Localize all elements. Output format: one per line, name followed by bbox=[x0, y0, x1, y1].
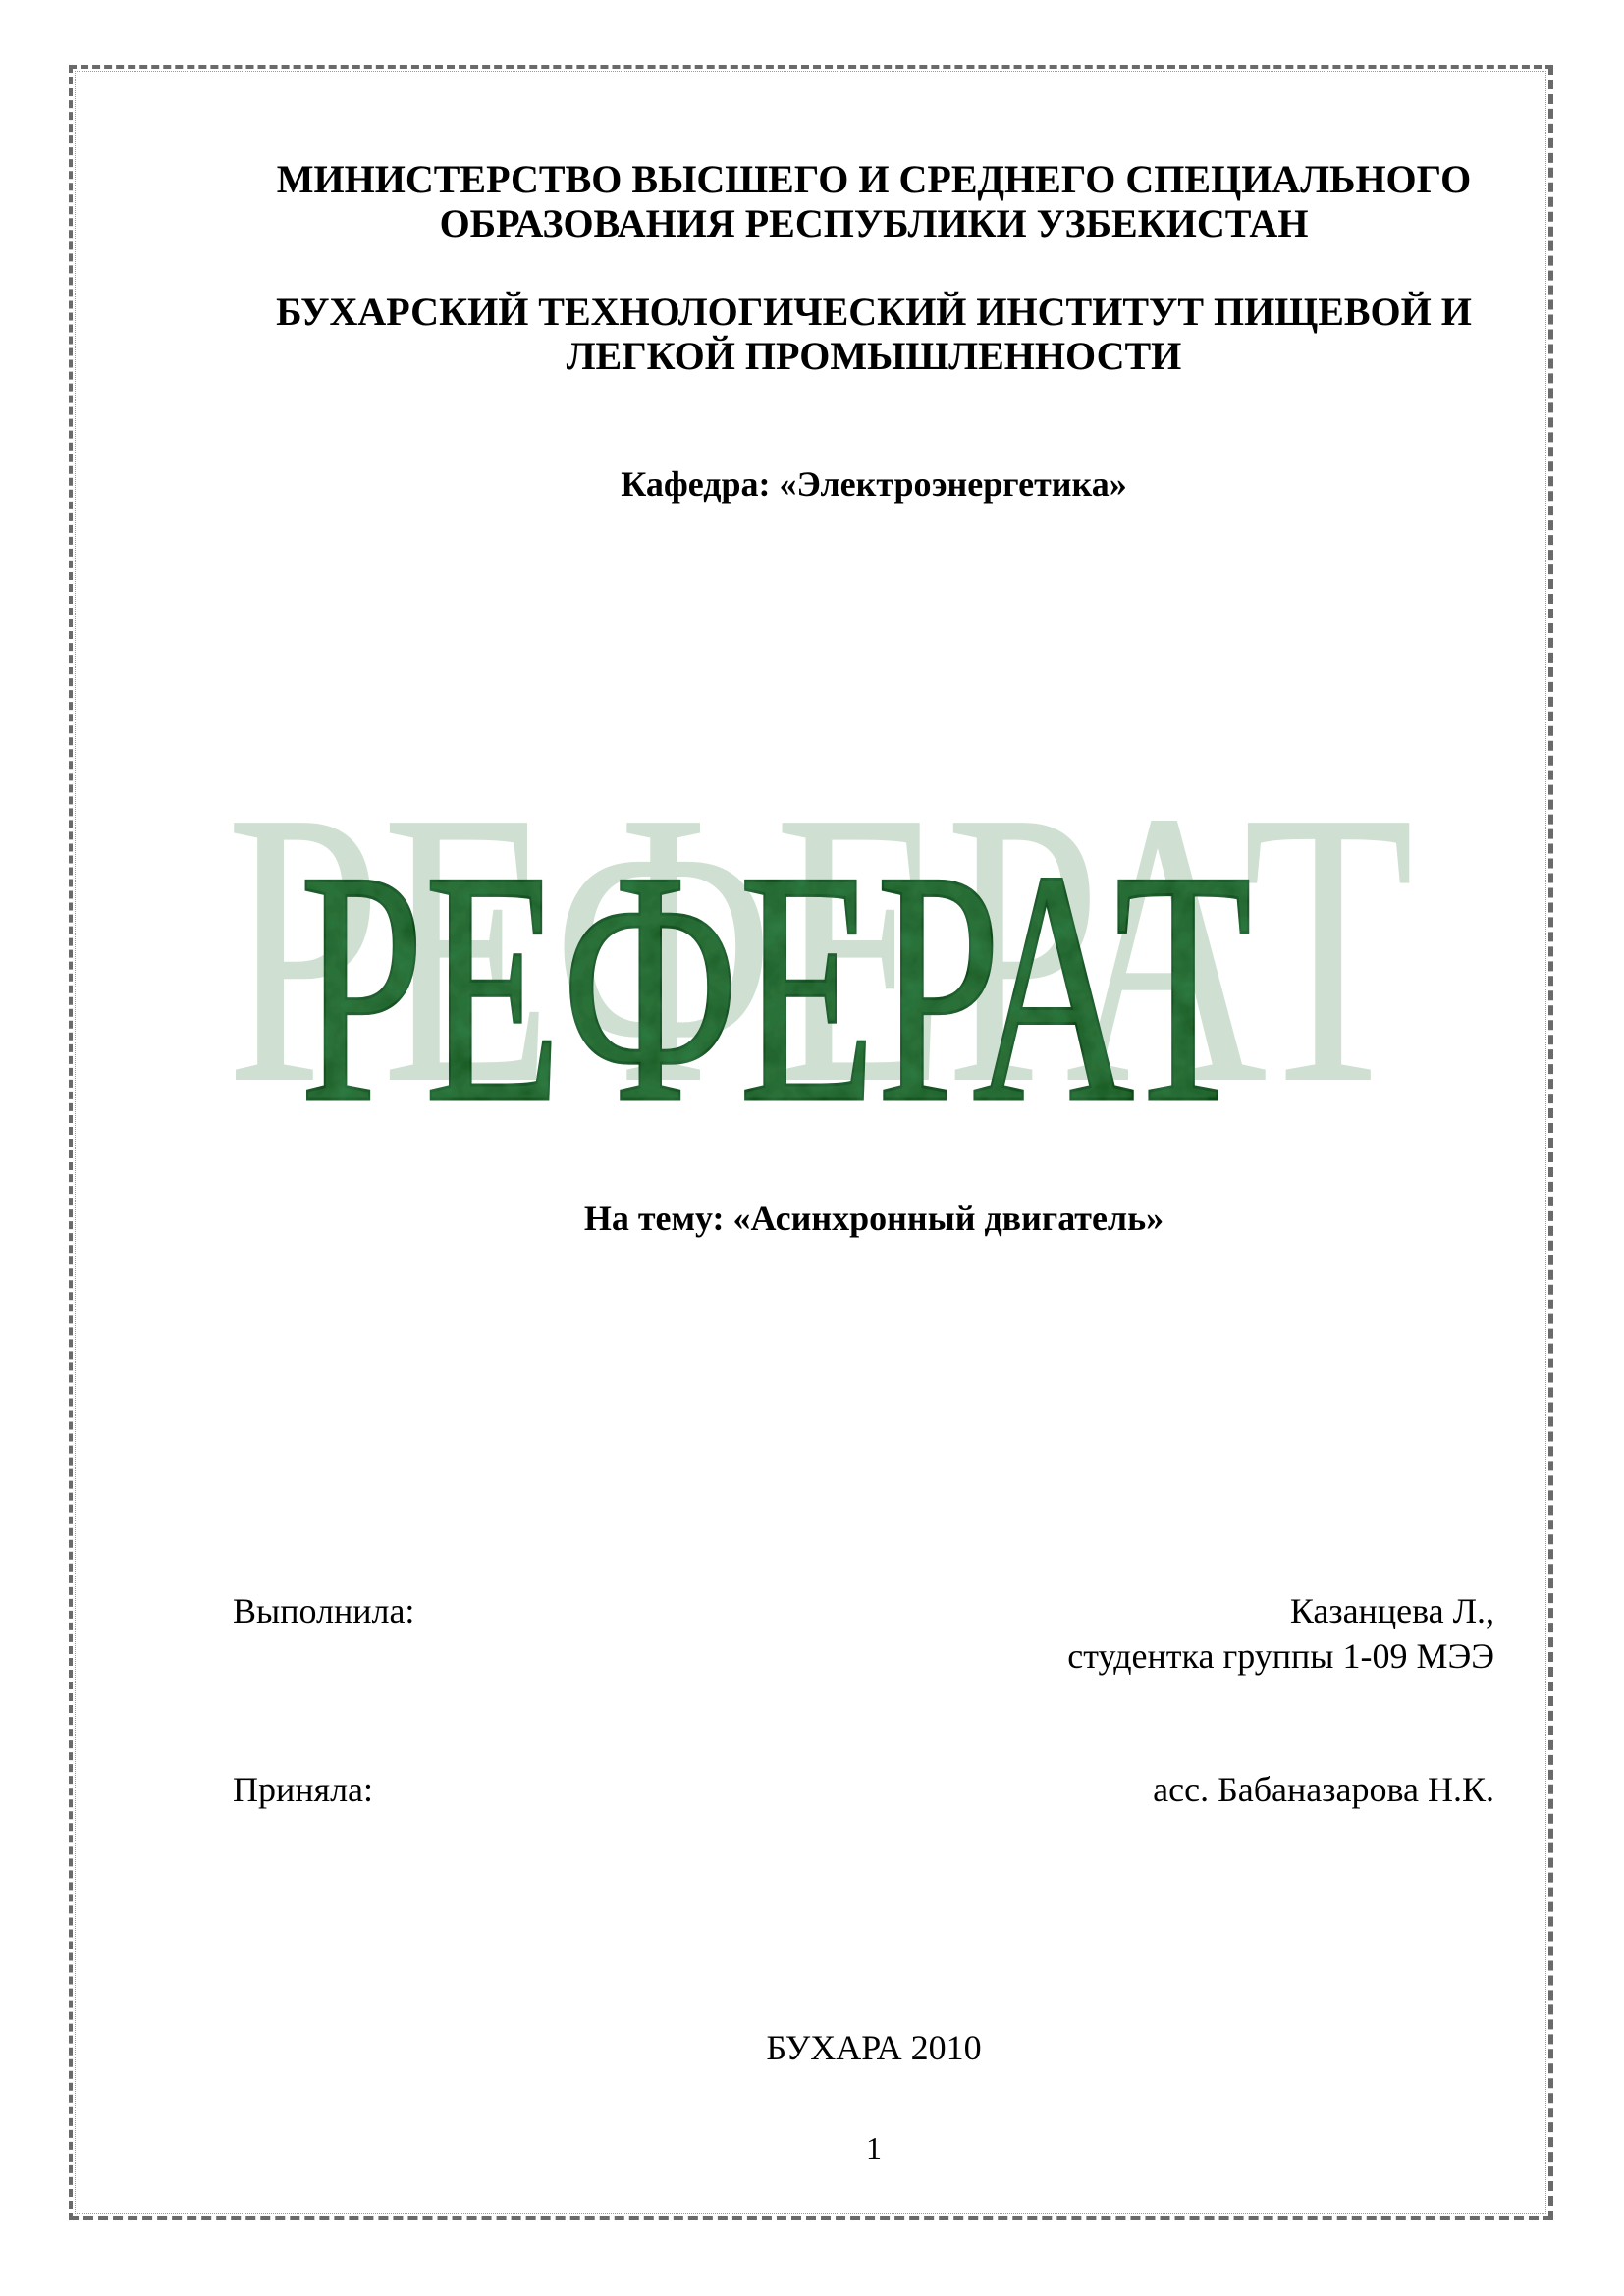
title-wordart bbox=[0, 687, 1624, 1148]
city-year: БУХАРА 2010 bbox=[766, 2028, 982, 2067]
author-role-label: Выполнила: bbox=[233, 1591, 415, 1630]
institute-heading bbox=[216, 290, 1532, 378]
topic-heading: На тему: «Асинхронный двигатель» bbox=[583, 1199, 1164, 1238]
reviewer-name: асс. Бабаназарова Н.К. bbox=[1153, 1770, 1494, 1809]
author-group: студентка группы 1-09 МЭЭ bbox=[1067, 1636, 1494, 1676]
author-details bbox=[1067, 1588, 1494, 1679]
department-label: Кафедра: «Электроэнергетика» bbox=[621, 464, 1127, 504]
title-wordart-svg bbox=[0, 687, 1624, 1148]
author-name: Казанцева Л., bbox=[1289, 1591, 1494, 1630]
ministry-line-2: ОБРАЗОВАНИЯ РЕСПУБЛИКИ УЗБЕКИСТАН bbox=[439, 201, 1309, 245]
institute-line-1: БУХАРСКИЙ ТЕХНОЛОГИЧЕСКИЙ ИНСТИТУТ ПИЩЕВОЙ И bbox=[276, 290, 1472, 334]
reviewer-role-label: Приняла: bbox=[233, 1770, 374, 1809]
institute-line-2: ЛЕГКОЙ ПРОМЫШЛЕННОСТИ bbox=[566, 334, 1182, 378]
ministry-line-1: МИНИСТЕРСТВО ВЫСШЕГО И СРЕДНЕГО СПЕЦИАЛЬНОГО bbox=[276, 157, 1472, 201]
title-shadow-text: РЕФЕРАТ bbox=[226, 730, 1414, 1148]
ministry-heading bbox=[216, 157, 1532, 245]
page-number: 1 bbox=[866, 2130, 882, 2165]
title-main-text: РЕФЕРАТ bbox=[299, 802, 1252, 1148]
